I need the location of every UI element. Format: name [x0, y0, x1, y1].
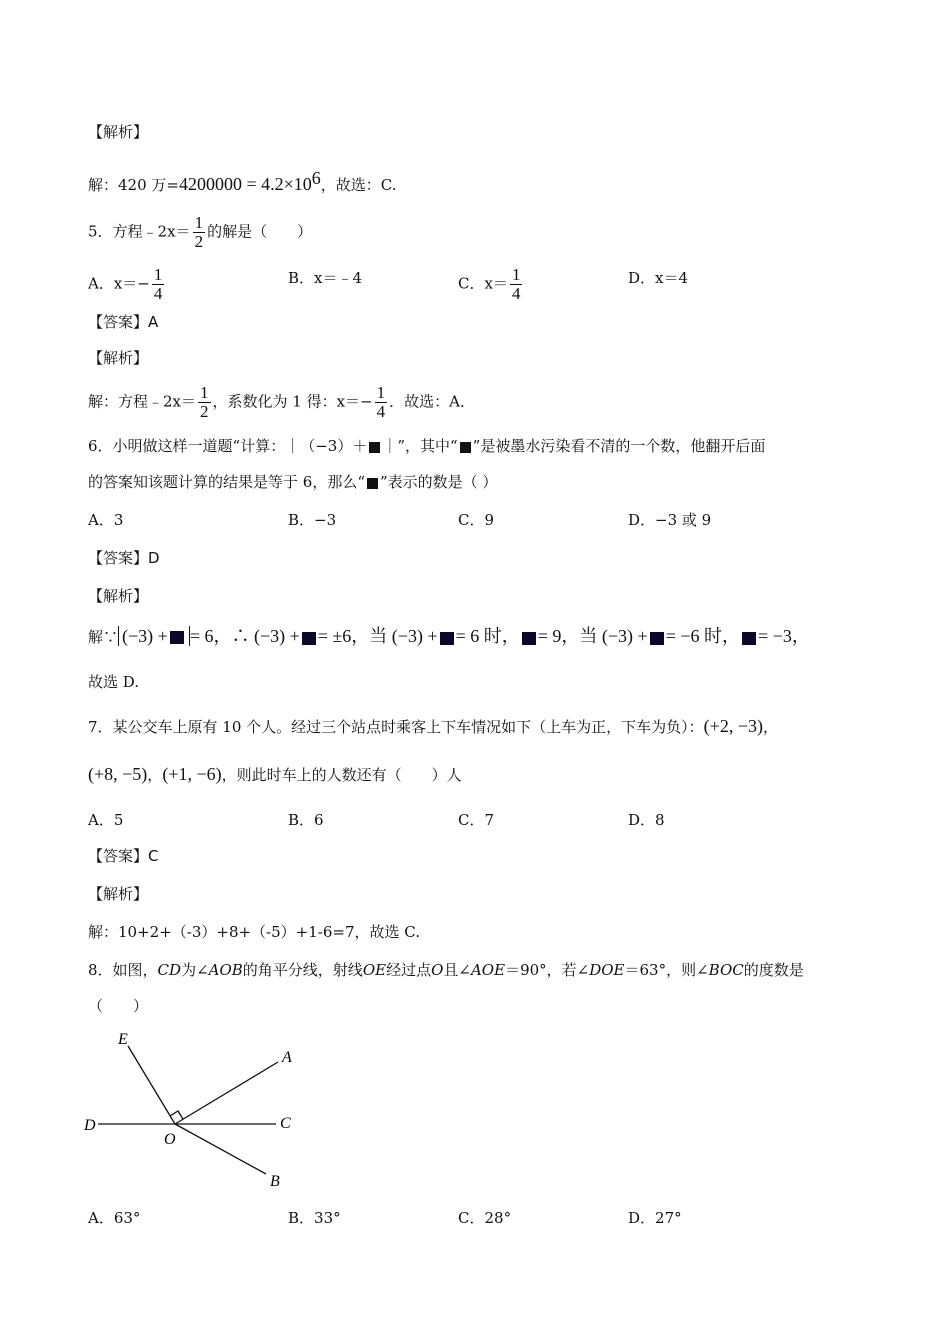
pair: (+2, −3): [703, 716, 763, 736]
q8-option-c[interactable]: C．28°: [458, 1209, 512, 1227]
q8-stem-line2: （ ）: [88, 997, 149, 1015]
q7-option-d[interactable]: D．8: [628, 811, 665, 829]
q4-exponent: 6: [311, 168, 321, 188]
q6-solution-line2: 故选 D.: [88, 673, 140, 691]
ray-oa: [175, 1062, 278, 1124]
q8-option-d[interactable]: D．27°: [628, 1209, 682, 1227]
fraction: $\frac{1}{4}$: [153, 265, 163, 303]
q6-analysis-header: 【解析】: [88, 587, 149, 605]
q7-option-c[interactable]: C．7: [458, 811, 495, 829]
ray-ob: [175, 1124, 266, 1174]
q5-option-c[interactable]: C．x＝ $\frac{1}{4}$: [458, 265, 521, 303]
fraction: $\frac{1}{2}$: [200, 383, 209, 421]
q7-option-a[interactable]: A．5: [88, 811, 124, 829]
label-o: O: [164, 1131, 176, 1148]
q6-answer: 【答案】D: [88, 549, 160, 567]
q7-solution: 解：10+2+（-3）+8+（-5）+1-6=7，故选 C.: [88, 923, 420, 941]
q5-stem: 5．方程﹣2x＝ $\frac{1}{2}$ 的解是（ ）: [88, 213, 313, 251]
label-d: D: [84, 1117, 96, 1134]
fraction: $\frac{1}{4}$: [376, 383, 386, 421]
q5-option-d[interactable]: D．x＝4: [628, 269, 689, 287]
absolute-value: (−3) +: [118, 626, 190, 646]
label-c: C: [280, 1115, 291, 1132]
ray-oe: [128, 1046, 175, 1124]
ink-blot-icon: [302, 632, 316, 645]
q6-option-d[interactable]: D．−3 或 9: [628, 511, 712, 529]
label-a: A: [282, 1049, 292, 1066]
q6-stem-line2: 的答案知该题计算的结果是等于 6，那么“ ”表示的数是（ ）: [88, 473, 498, 491]
q7-answer: 【答案】C: [88, 847, 159, 865]
ink-blot-icon: [440, 632, 454, 645]
pair: (+8, −5): [88, 764, 148, 784]
fraction: $\frac{1}{4}$: [511, 265, 521, 303]
q5-answer: 【答案】A: [88, 313, 159, 331]
q7-option-b[interactable]: B．6: [288, 811, 324, 829]
q7-stem-line1: 7．某公交车上原有 10 个人。经过三个站点时乘客上下车情况如下（上车为正，下车为负）：(+2, −3)，: [88, 716, 778, 736]
ink-blot-icon: [460, 442, 471, 453]
pair: (+1, −6): [162, 764, 222, 784]
label-b: B: [270, 1173, 280, 1190]
q7-analysis-header: 【解析】: [88, 885, 149, 903]
q8-option-a[interactable]: A．63°: [88, 1209, 141, 1227]
q5-solution: 解：方程﹣2x＝ $\frac{1}{2}$ ，系数化为 1 得：x＝− $\frac{1}{4}$ ．故选：A．: [88, 383, 475, 421]
q6-stem-line1: 6．小明做这样一道题“计算：｜（−3）＋ ｜”，其中“ ”是被墨水污染看不清的一个数，他翻开后面: [88, 437, 766, 455]
q8-option-b[interactable]: B．33°: [288, 1209, 341, 1227]
label-e: E: [118, 1031, 128, 1048]
fraction: $\frac{1}{2}$: [194, 213, 204, 251]
ink-blot-icon: [650, 632, 664, 645]
q8-stem: 8．如图，CD为∠AOB的角平分线，射线OE经过点O且∠AOE＝90°，若∠DOE＝63°，则∠BOC的度数是: [88, 961, 804, 979]
angle-figure: [80, 1024, 320, 1194]
q6-option-c[interactable]: C．9: [458, 511, 495, 529]
q6-option-b[interactable]: B．−3: [288, 511, 337, 529]
q5-option-a[interactable]: A．x＝− $\frac{1}{4}$: [88, 265, 163, 303]
q4-solution: 解：420 万$=4200000 = 4.2\times 10^6$，故选：C.: [88, 168, 397, 194]
analysis-header: 【解析】: [88, 123, 149, 141]
ink-blot-icon: [170, 631, 184, 644]
q5-option-b[interactable]: B．x＝﹣4: [288, 269, 363, 287]
ink-blot-icon: [742, 632, 756, 645]
q4-solution-math: 4200000 = 4.2×10: [178, 174, 312, 194]
q6-solution: 解∵ (−3) + = 6，∴ (−3) + = ±6，当 (−3) + = 6 时， = 9，当 (−3) + = −6 时， = −3，: [88, 626, 810, 646]
ink-blot-icon: [369, 442, 380, 453]
q5-analysis-header: 【解析】: [88, 349, 149, 367]
q6-option-a[interactable]: A．3: [88, 511, 124, 529]
q7-stem-line2: (+8, −5)，(+1, −6)，则此时车上的人数还有（ ）人: [88, 764, 462, 784]
ink-blot-icon: [367, 478, 378, 489]
ink-blot-icon: [522, 632, 536, 645]
